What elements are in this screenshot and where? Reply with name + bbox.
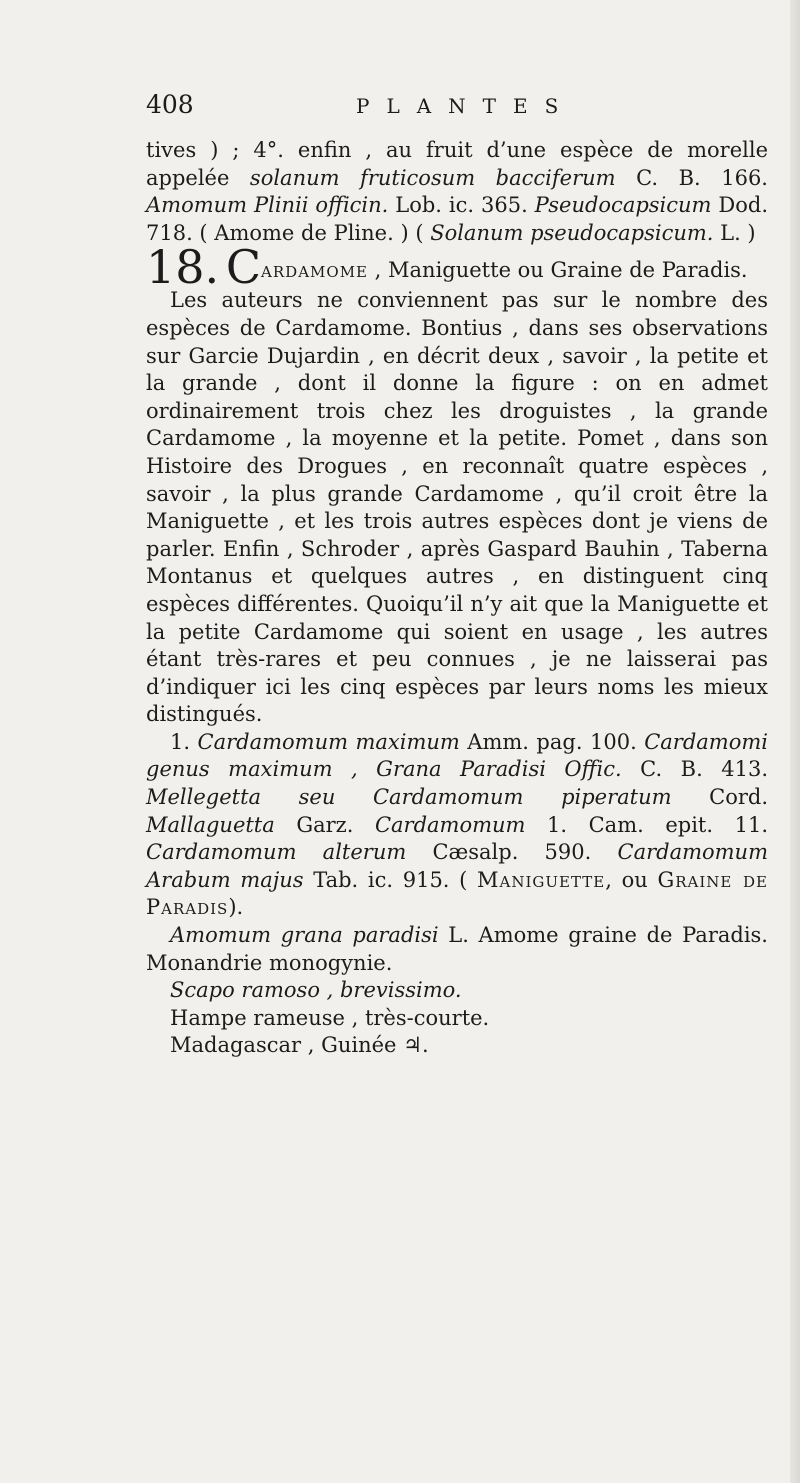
- latin-name: Cardamomi genus maximum , Grana Paradisi Offic.: [146, 729, 768, 782]
- section-title-tail: , Maniguette ou Graine de Paradis.: [368, 258, 748, 283]
- text-run: Lob. ic. 365.: [388, 193, 535, 218]
- drop-initial: C: [225, 240, 262, 295]
- entry-number: 1.: [170, 729, 198, 754]
- section-title: ardamome: [261, 258, 368, 283]
- main-paragraph: Les auteurs ne conviennent pas sur le nombre des espèces de Cardamome. Bontius , dans ses observations sur Garcie Dujardin , en décrit deux , savoir , la petite et la grande , dont il donne la figure : on en admet ordinairement trois chez les droguistes , la grande Cardamome , la moyenne et la petite. Pomet , dans son Histoire des Drogues , en reconnaît quatre espèces , savoir , la plus grande Cardamome , qu’il croit être la Maniguette , et les trois autres espèces dont je viens de parler. Enfin , Schroder , après Gaspard Bauhin , Taberna Montanus et quelques autres , en distinguent cinq espèces différentes. Quoiqu’il n’y ait que la Maniguette et la petite Cardamome qui soient en usage , les autres étant très-rares et peu connues , je ne laisserai pas d’indiquer ici les cinq espèces par leurs noms les mieux distingués.: [146, 288, 768, 727]
- common-name: Maniguette: [477, 867, 606, 892]
- text-run: Garz.: [274, 812, 375, 837]
- page-body: [146, 137, 768, 1060]
- text-run: , ou: [605, 867, 658, 892]
- page-number: 408: [146, 90, 194, 119]
- common-name: Graine de Paradis: [146, 867, 768, 920]
- section-number: 18.: [146, 240, 220, 295]
- latin-name: Solanum pseudocapsicum.: [430, 220, 714, 245]
- text-run: L. ): [713, 220, 756, 245]
- latin-name: Cardamomum: [374, 812, 526, 837]
- text-run: C. B. 413.: [621, 757, 768, 782]
- text-run: tives ) ; 4°. enfin , au fruit d’une espèce de morelle appelée: [146, 138, 768, 190]
- species-line: [146, 922, 768, 977]
- habitat: Madagascar , Guinée ♃.: [170, 1033, 429, 1058]
- latin-name: Mallaguetta: [146, 812, 275, 837]
- text-run: Cæsalp. 590.: [406, 840, 618, 865]
- text-run: Amm. pag. 100.: [459, 729, 645, 754]
- diagnosis-french: Hampe rameuse , très-courte.: [170, 1005, 490, 1030]
- text-run: 1. Cam. epit. 11.: [525, 812, 768, 837]
- text-run: Tab. ic. 915. (: [303, 867, 478, 892]
- text-run: Dod. 718. ( Amome de Pline. ) (: [146, 193, 769, 245]
- latin-name: Cardamomum Arabum majus: [146, 840, 768, 892]
- latin-name: Pseudocapsicum: [534, 193, 712, 218]
- latin-name: Amomum Plinii officin.: [146, 193, 389, 218]
- page-header: [146, 90, 766, 124]
- latin-name: solanum fruticosum bacciferum: [249, 165, 616, 190]
- section-heading: [146, 240, 768, 295]
- latin-diagnosis: Scapo ramoso , brevissimo.: [170, 978, 462, 1003]
- text-run: Cord.: [671, 785, 768, 810]
- text-run: ).: [228, 895, 244, 920]
- synonym-entry: [146, 729, 768, 922]
- page-edge-shadow: [790, 0, 800, 1483]
- text-run: L. Amome graine de Paradis. Monandrie monogynie.: [146, 923, 768, 975]
- running-title: PLANTES: [356, 94, 576, 118]
- latin-name: Mellegetta seu Cardamomum piperatum: [146, 785, 672, 810]
- latin-name: Amomum grana paradisi: [170, 923, 439, 948]
- diagnosis-latin: [146, 977, 768, 1005]
- continuation-paragraph: [146, 137, 768, 247]
- text-run: C. B. 166.: [615, 165, 768, 190]
- latin-name: Cardamomum maximum: [197, 729, 460, 754]
- latin-name: Cardamomum alterum: [146, 840, 407, 865]
